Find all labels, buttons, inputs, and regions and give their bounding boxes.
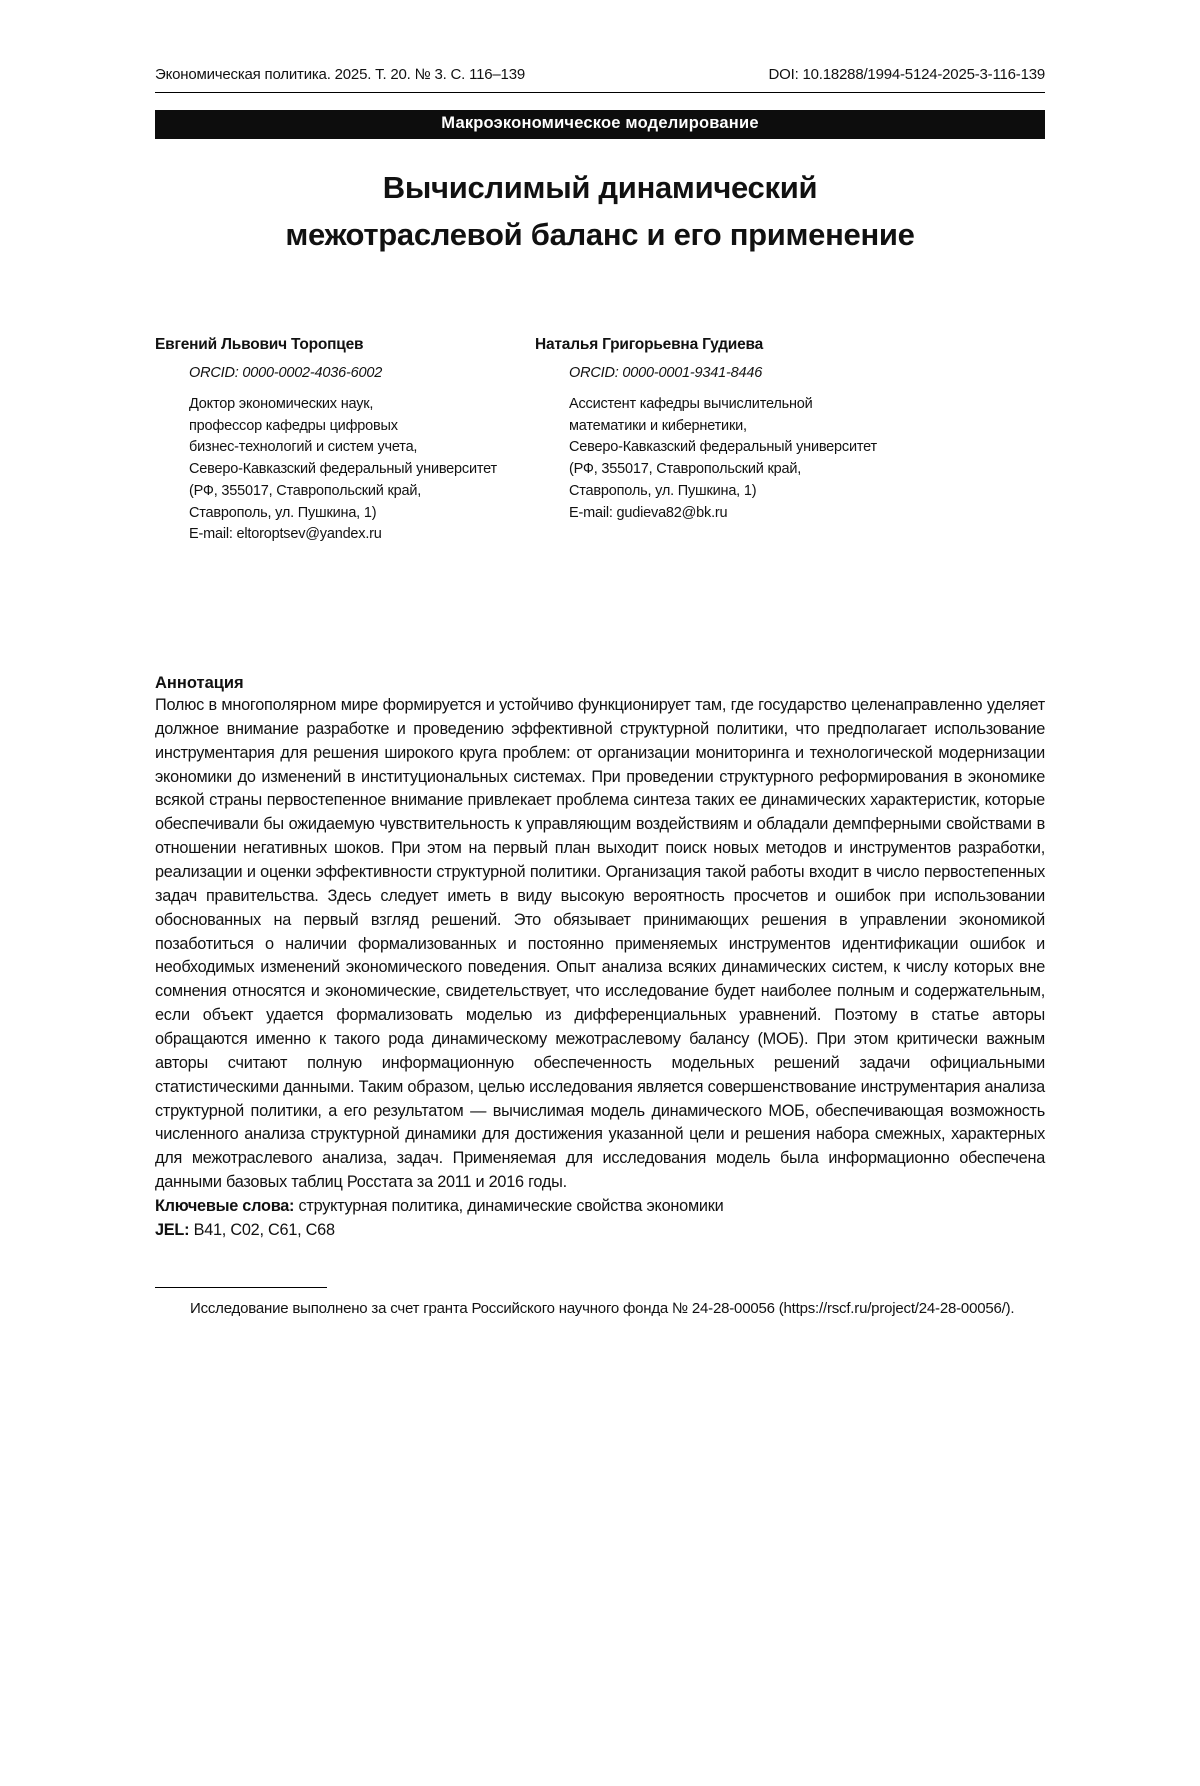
keywords-line	[155, 1195, 1045, 1219]
author-name: Наталья Григорьевна Гудиева	[535, 336, 764, 353]
journal-citation: Экономическая политика. 2025. Т. 20. № 3. С. 116–139	[155, 66, 525, 83]
author-affiliation: Доктор экономических наук, профессор кафедры цифровых бизнес-технологий и систем учета, Северо-Кавказский федеральный университет (РФ, 355017, Ставропольский край, Ставрополь, ул. Пушкина, 1)	[189, 395, 497, 521]
jel-codes: B41, C02, C61, C68	[193, 1220, 335, 1239]
author-orcid: ORCID: 0000-0002-4036-6002	[189, 365, 383, 381]
journal-header	[155, 66, 1045, 93]
author-orcid: ORCID: 0000-0001-9341-8446	[569, 365, 763, 381]
footnote-text: Исследование выполнено за счет гранта Российского научного фонда № 24-28-00056 (https://rscf.ru/project/24-28-00056/).	[190, 1299, 1015, 1317]
jel-line	[155, 1219, 1045, 1243]
section-banner: Макроэкономическое моделирование	[155, 110, 1045, 139]
author-details	[189, 363, 535, 546]
abstract-section	[155, 674, 1045, 1243]
author-affiliation: Ассистент кафедры вычислительной математики и кибернетики, Северо-Кавказский федеральный университет (РФ, 355017, Ставропольский край, Ставрополь, ул. Пушкина, 1)	[569, 395, 877, 499]
footnote-section	[155, 1287, 1045, 1321]
article-title: Вычислимый динамический межотраслевой баланс и его применение	[285, 170, 915, 252]
author-email: E-mail: eltoroptsev@yandex.ru	[189, 526, 382, 543]
author-2	[535, 336, 1045, 546]
keywords-text: структурная политика, динамические свойства экономики	[298, 1197, 724, 1216]
author-name: Евгений Львович Торопцев	[155, 336, 364, 353]
author-email: E-mail: gudieva82@bk.ru	[569, 504, 728, 521]
abstract-heading: Аннотация	[155, 674, 244, 692]
abstract-text: Полюс в многополярном мире формируется и устойчиво функционирует там, где государство целенаправленно уделяет должное внимание разработке и проведению эффективной структурной политики, что предполагает использование инструментария для решения широкого круга проблем: от организации мониторинга и технологической модернизации экономики до изменений в институциональных системах. При проведении структурного реформирования в экономике всякой страны первостепенное внимание привлекает проблема синтеза таких ее динамических характеристик, которые обеспечивали бы ожидаемую чувствительность к управляющим воздействиям и обладали демпферными свойствами в отношении негативных шоков. При этом на первый план выходит поиск новых методов и инструментов разработки, реализации и оценки эффективности структурной политики. Организация такой работы входит в число первостепенных задач правительства. Здесь следует иметь в виду высокую вероятность просчетов и ошибок при использовании обоснованных на первый взгляд решений. Это обязывает принимающих решения в управлении экономикой позаботиться о наличии формализованных и постоянно применяемых инструментов идентификации ошибок и необходимых изменений экономического поведения. Опыт анализа всяких динамических систем, к числу которых вне сомнения относятся и экономические, свидетельствует, что исследование будет наиболее полным и содержательным, если объект удается формализовать моделью из дифференциальных уравнений. Поэтому в статье авторы обращаются именно к такого рода динамическому межотраслевому балансу (МОБ). При этом критически важным авторы считают полную информационную обеспеченность модельных решений задачи официальными статистическими данными. Таким образом, целью исследования является совершенствование инструментария анализа структурной политики, а его результатом — вычислимая модель динамического МОБ, обеспечивающая возможность численного анализа структурной динамики для достижения указанной цели и решения набора смежных, характерных для межотраслевого анализа, задач. Применяемая для исследования модель была информационно обеспечена данными базовых таблиц Росстата за 2011 и 2016 годы.	[155, 696, 1045, 1192]
keywords-label: Ключевые слова:	[155, 1197, 295, 1216]
authors-block	[155, 336, 1045, 546]
author-details	[569, 363, 1045, 524]
footnote-divider	[155, 1287, 327, 1288]
jel-label: JEL:	[155, 1220, 190, 1239]
doi: DOI: 10.18288/1994-5124-2025-3-116-139	[768, 66, 1045, 83]
author-1	[155, 336, 535, 546]
